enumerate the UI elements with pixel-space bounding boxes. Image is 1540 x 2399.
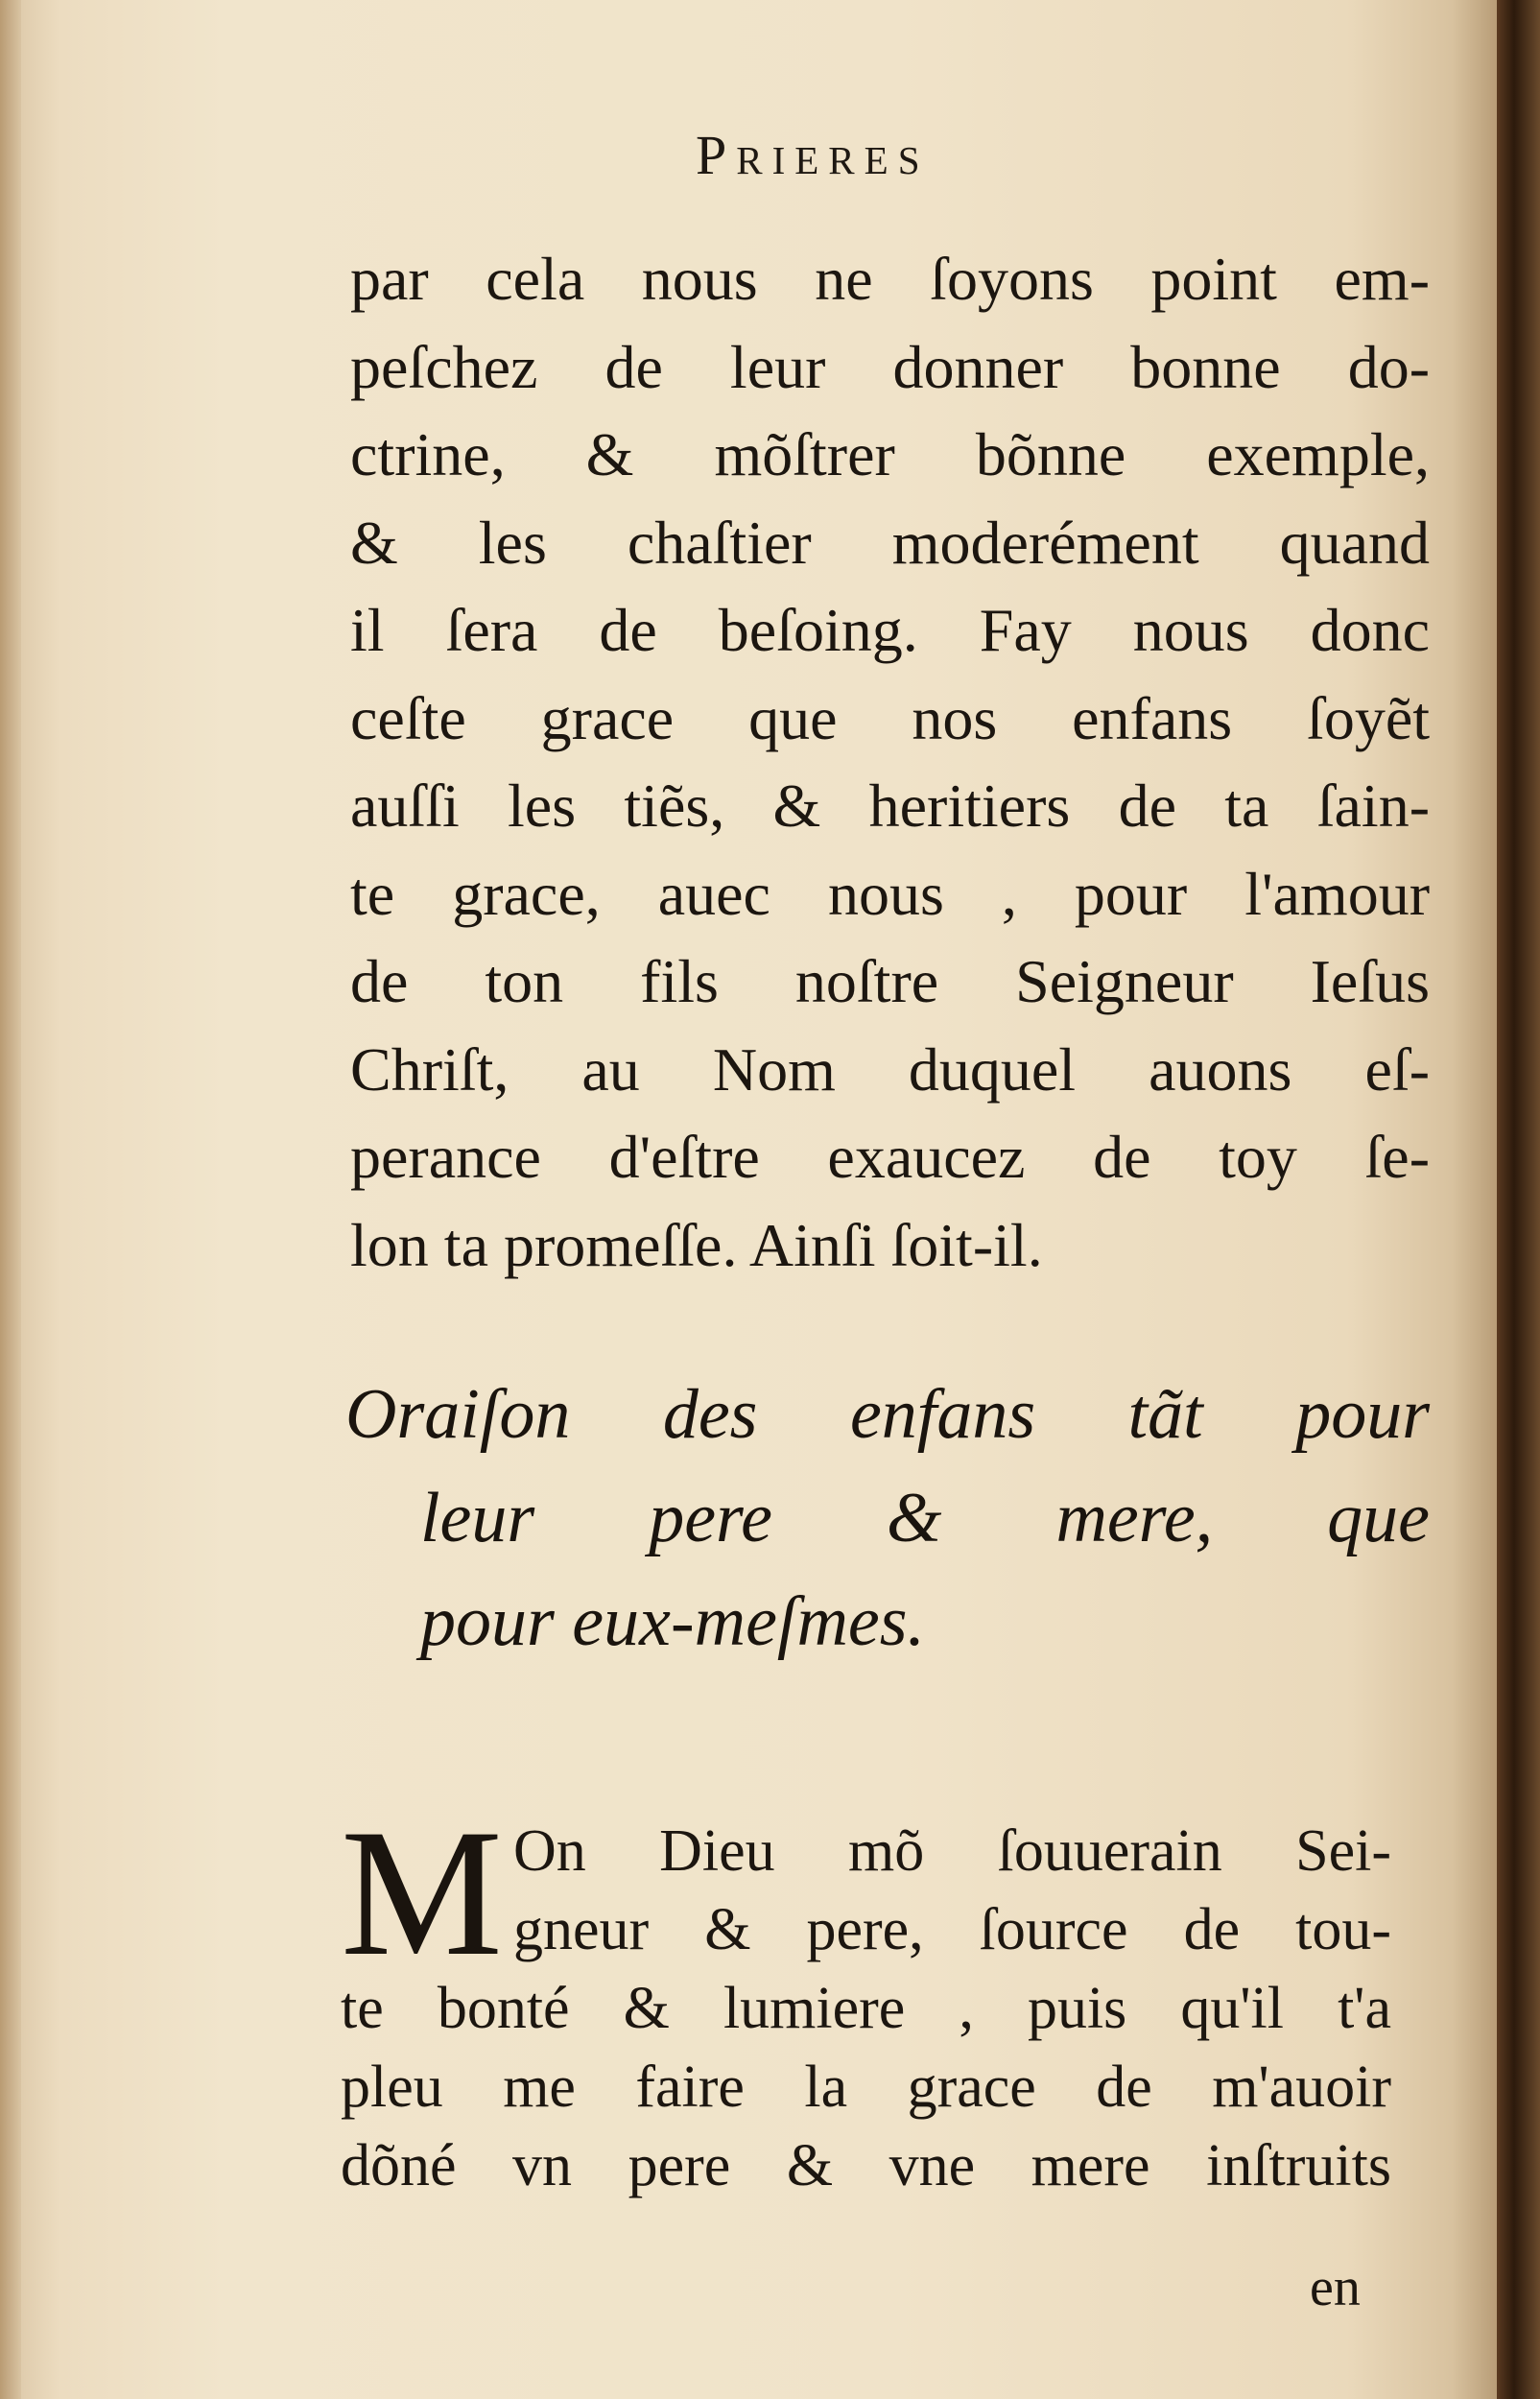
heading-line: leur pere & mere, que [420, 1479, 1430, 1557]
text-line: il ſera de beſoing. Fay nous donc [350, 596, 1430, 664]
heading-line: Oraiſon des enfans tãt pour [345, 1375, 1430, 1454]
text-line: te grace, auec nous , pour l'amour [350, 859, 1430, 928]
text-line: perance d'eſtre exaucez de toy ſe- [350, 1123, 1430, 1191]
heading-line: pour eux-meſmes. [420, 1582, 926, 1661]
text-line: On Dieu mõ ſouuerain Sei- [513, 1818, 1391, 1884]
text-line: par cela nous ne ſoyons point em- [350, 245, 1430, 313]
text-line: gneur & pere, ſource de tou- [513, 1897, 1391, 1962]
text-line: Chriſt, au Nom duquel auons eſ- [350, 1034, 1430, 1104]
prayer-text [341, 1793, 1391, 2205]
running-head: Prieres [696, 124, 930, 186]
text-line: te bonté & lumiere , puis qu'il t'a [341, 1976, 1391, 2041]
text-line: dõné vn pere & vne mere inſtruits [341, 2133, 1391, 2198]
section-heading [345, 1363, 1430, 1674]
book-binding-edge [1497, 0, 1540, 2399]
text-line: auſſi les tiẽs, & heritiers de ta ſain- [350, 772, 1430, 840]
body-text [350, 235, 1430, 1289]
text-line: lon ta promeſſe. Ainſi ſoit-il. [350, 1210, 1043, 1279]
page-gutter-shadow [0, 0, 21, 2399]
drop-cap: M [341, 1793, 503, 1994]
text-line: & les chaſtier moderément quand [350, 508, 1430, 577]
catchword: en [1310, 2258, 1361, 2317]
text-line: ctrine, & mõſtrer bõnne exemple, [350, 420, 1430, 488]
text-line: de ton fils noſtre Seigneur Ieſus [350, 947, 1430, 1015]
text-line: pleu me faire la grace de m'auoir [341, 2055, 1391, 2120]
text-line: peſchez de leur donner bonne do- [350, 332, 1430, 401]
text-line: ceſte grace que nos enfans ſoyẽt [350, 683, 1430, 752]
